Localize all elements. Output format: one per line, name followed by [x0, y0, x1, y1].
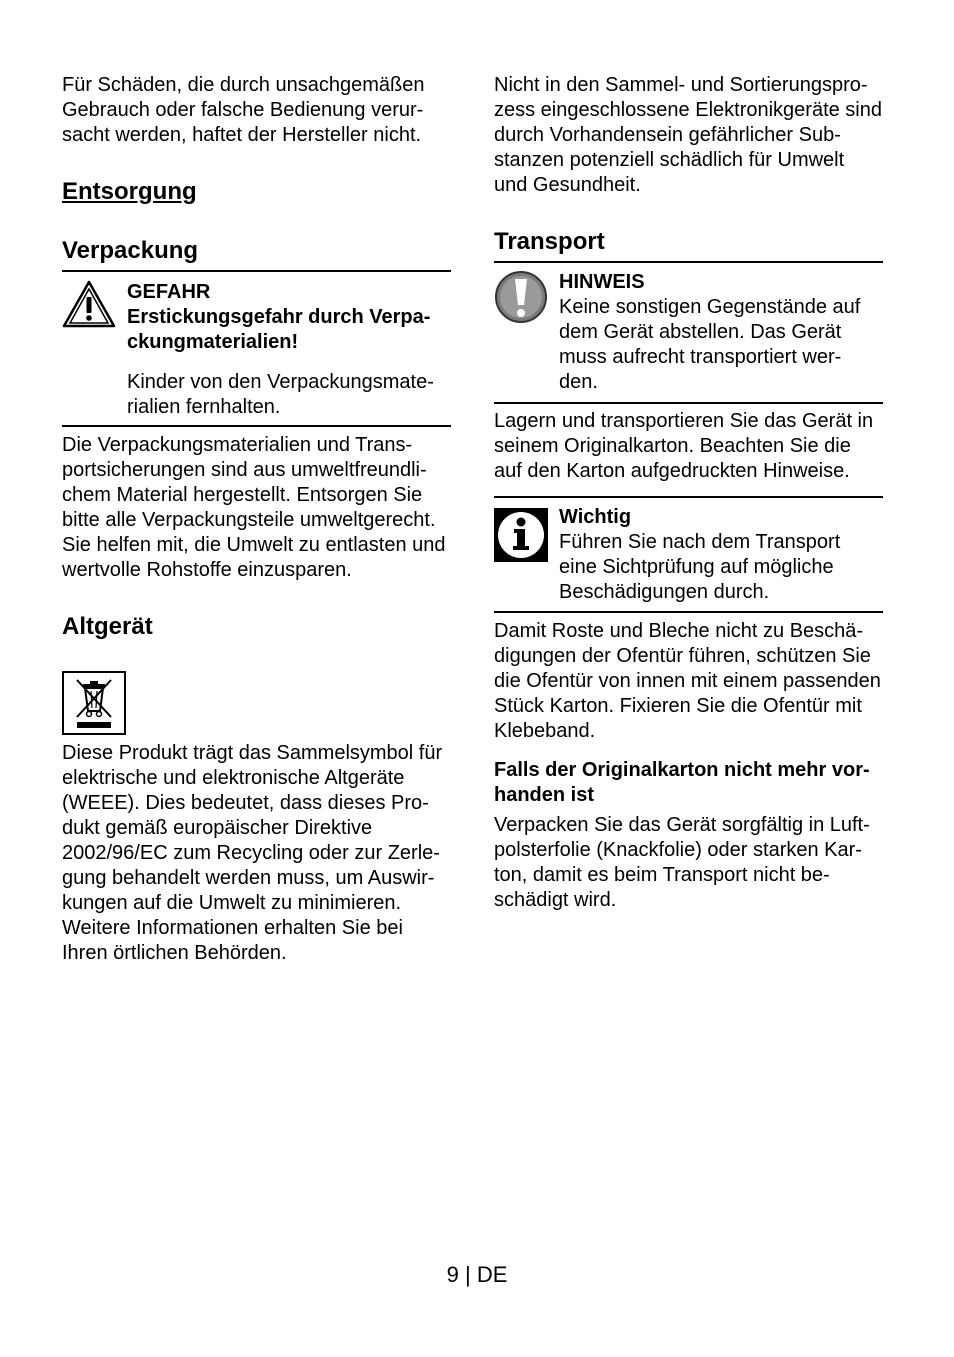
warning-triangle-icon	[62, 280, 116, 335]
heading-entsorgung: Entsorgung	[62, 178, 197, 205]
divider	[494, 496, 883, 498]
divider	[62, 270, 451, 272]
oven-door-paragraph: Damit Roste und Bleche nicht zu Beschä- digungen der Ofentür führen, schützen Sie die Ofentür von innen mit einem passenden Stück Karton. Fixieren Sie die Ofentür mit Klebeband.	[494, 620, 881, 742]
info-icon	[494, 508, 548, 569]
page-footer	[0, 1262, 954, 1288]
divider	[494, 402, 883, 404]
right-column	[494, 73, 894, 913]
weee-paragraph: Diese Produkt trägt das Sammelsymbol für elektrische und elektronische Altgeräte (WEEE). Dies bedeutet, dass dieses Pro- dukt gemäß europäischer Direktive 2002/96/EC zum Recycling oder zur Zerle- gung behandelt werden muss, um Auswir- kungen auf die Umwelt zu minimieren. Weitere Informationen erhalten Sie bei Ihren örtlichen Behörden.	[62, 742, 443, 964]
weee-bin-icon	[62, 671, 126, 735]
divider	[62, 425, 451, 427]
exclamation-circle-icon	[494, 270, 548, 331]
packaging-paragraph: Die Verpackungsmaterialien und Trans- portsicherungen sind aus umweltfreundli- chem Material hergestellt. Entsorgen Sie bitte alle Verpackungsteile umweltgerecht. Sie helfen mit, die Umwelt zu entlasten und wertvolle Rohstoffe einzusparen.	[62, 434, 446, 581]
storage-paragraph: Lagern und transportieren Sie das Gerät in seinem Originalkarton. Beachten Sie die auf den Karton aufgedruckten Hinweise.	[494, 410, 874, 482]
weee-intro-paragraph: Nicht in den Sammel- und Sortierungspro- zess eingeschlossene Elektronikgeräte sind durch Vorhandensein gefährlicher Sub- stanzen potenziell schädlich für Umwelt und Gesundheit.	[494, 74, 882, 196]
divider	[494, 261, 883, 263]
repacking-paragraph: Verpacken Sie das Gerät sorgfältig in Luft- polsterfolie (Knackfolie) oder starken Kar- ton, damit es beim Transport nicht be- schädigt wird.	[494, 814, 870, 911]
heading-verpackung: Verpackung	[62, 237, 199, 264]
left-column	[62, 73, 462, 966]
hinweis-notice	[494, 270, 894, 395]
divider	[494, 611, 883, 613]
danger-title: Erstickungsgefahr durch Verpa- ckungmaterialien!	[127, 306, 431, 353]
danger-notice	[62, 280, 462, 420]
heading-altgeraet: Altgerät	[62, 613, 153, 640]
wichtig-notice	[494, 505, 894, 605]
danger-label: GEFAHR	[127, 281, 211, 303]
hinweis-text: Keine sonstigen Gegenstände auf dem Gerät abstellen. Das Gerät muss aufrecht transportiert wer- den.	[559, 296, 861, 393]
wichtig-text: Führen Sie nach dem Transport eine Sichtprüfung auf mögliche Beschädigungen durch.	[559, 531, 841, 603]
hinweis-label: HINWEIS	[559, 271, 645, 293]
intro-paragraph: Für Schäden, die durch unsachgemäßen Gebrauch oder falsche Bedienung verur- sacht werden, haftet der Hersteller nicht.	[62, 74, 425, 146]
danger-text: Kinder von den Verpackungsmate- rialien fernhalten.	[127, 371, 434, 418]
page-number: 9	[446, 1262, 459, 1287]
footer-separator: |	[464, 1262, 471, 1287]
language-code: DE	[476, 1262, 508, 1287]
wichtig-label: Wichtig	[559, 506, 632, 528]
heading-transport: Transport	[494, 228, 605, 255]
subheading-original-box: Falls der Originalkarton nicht mehr vor- handen ist	[494, 759, 870, 806]
